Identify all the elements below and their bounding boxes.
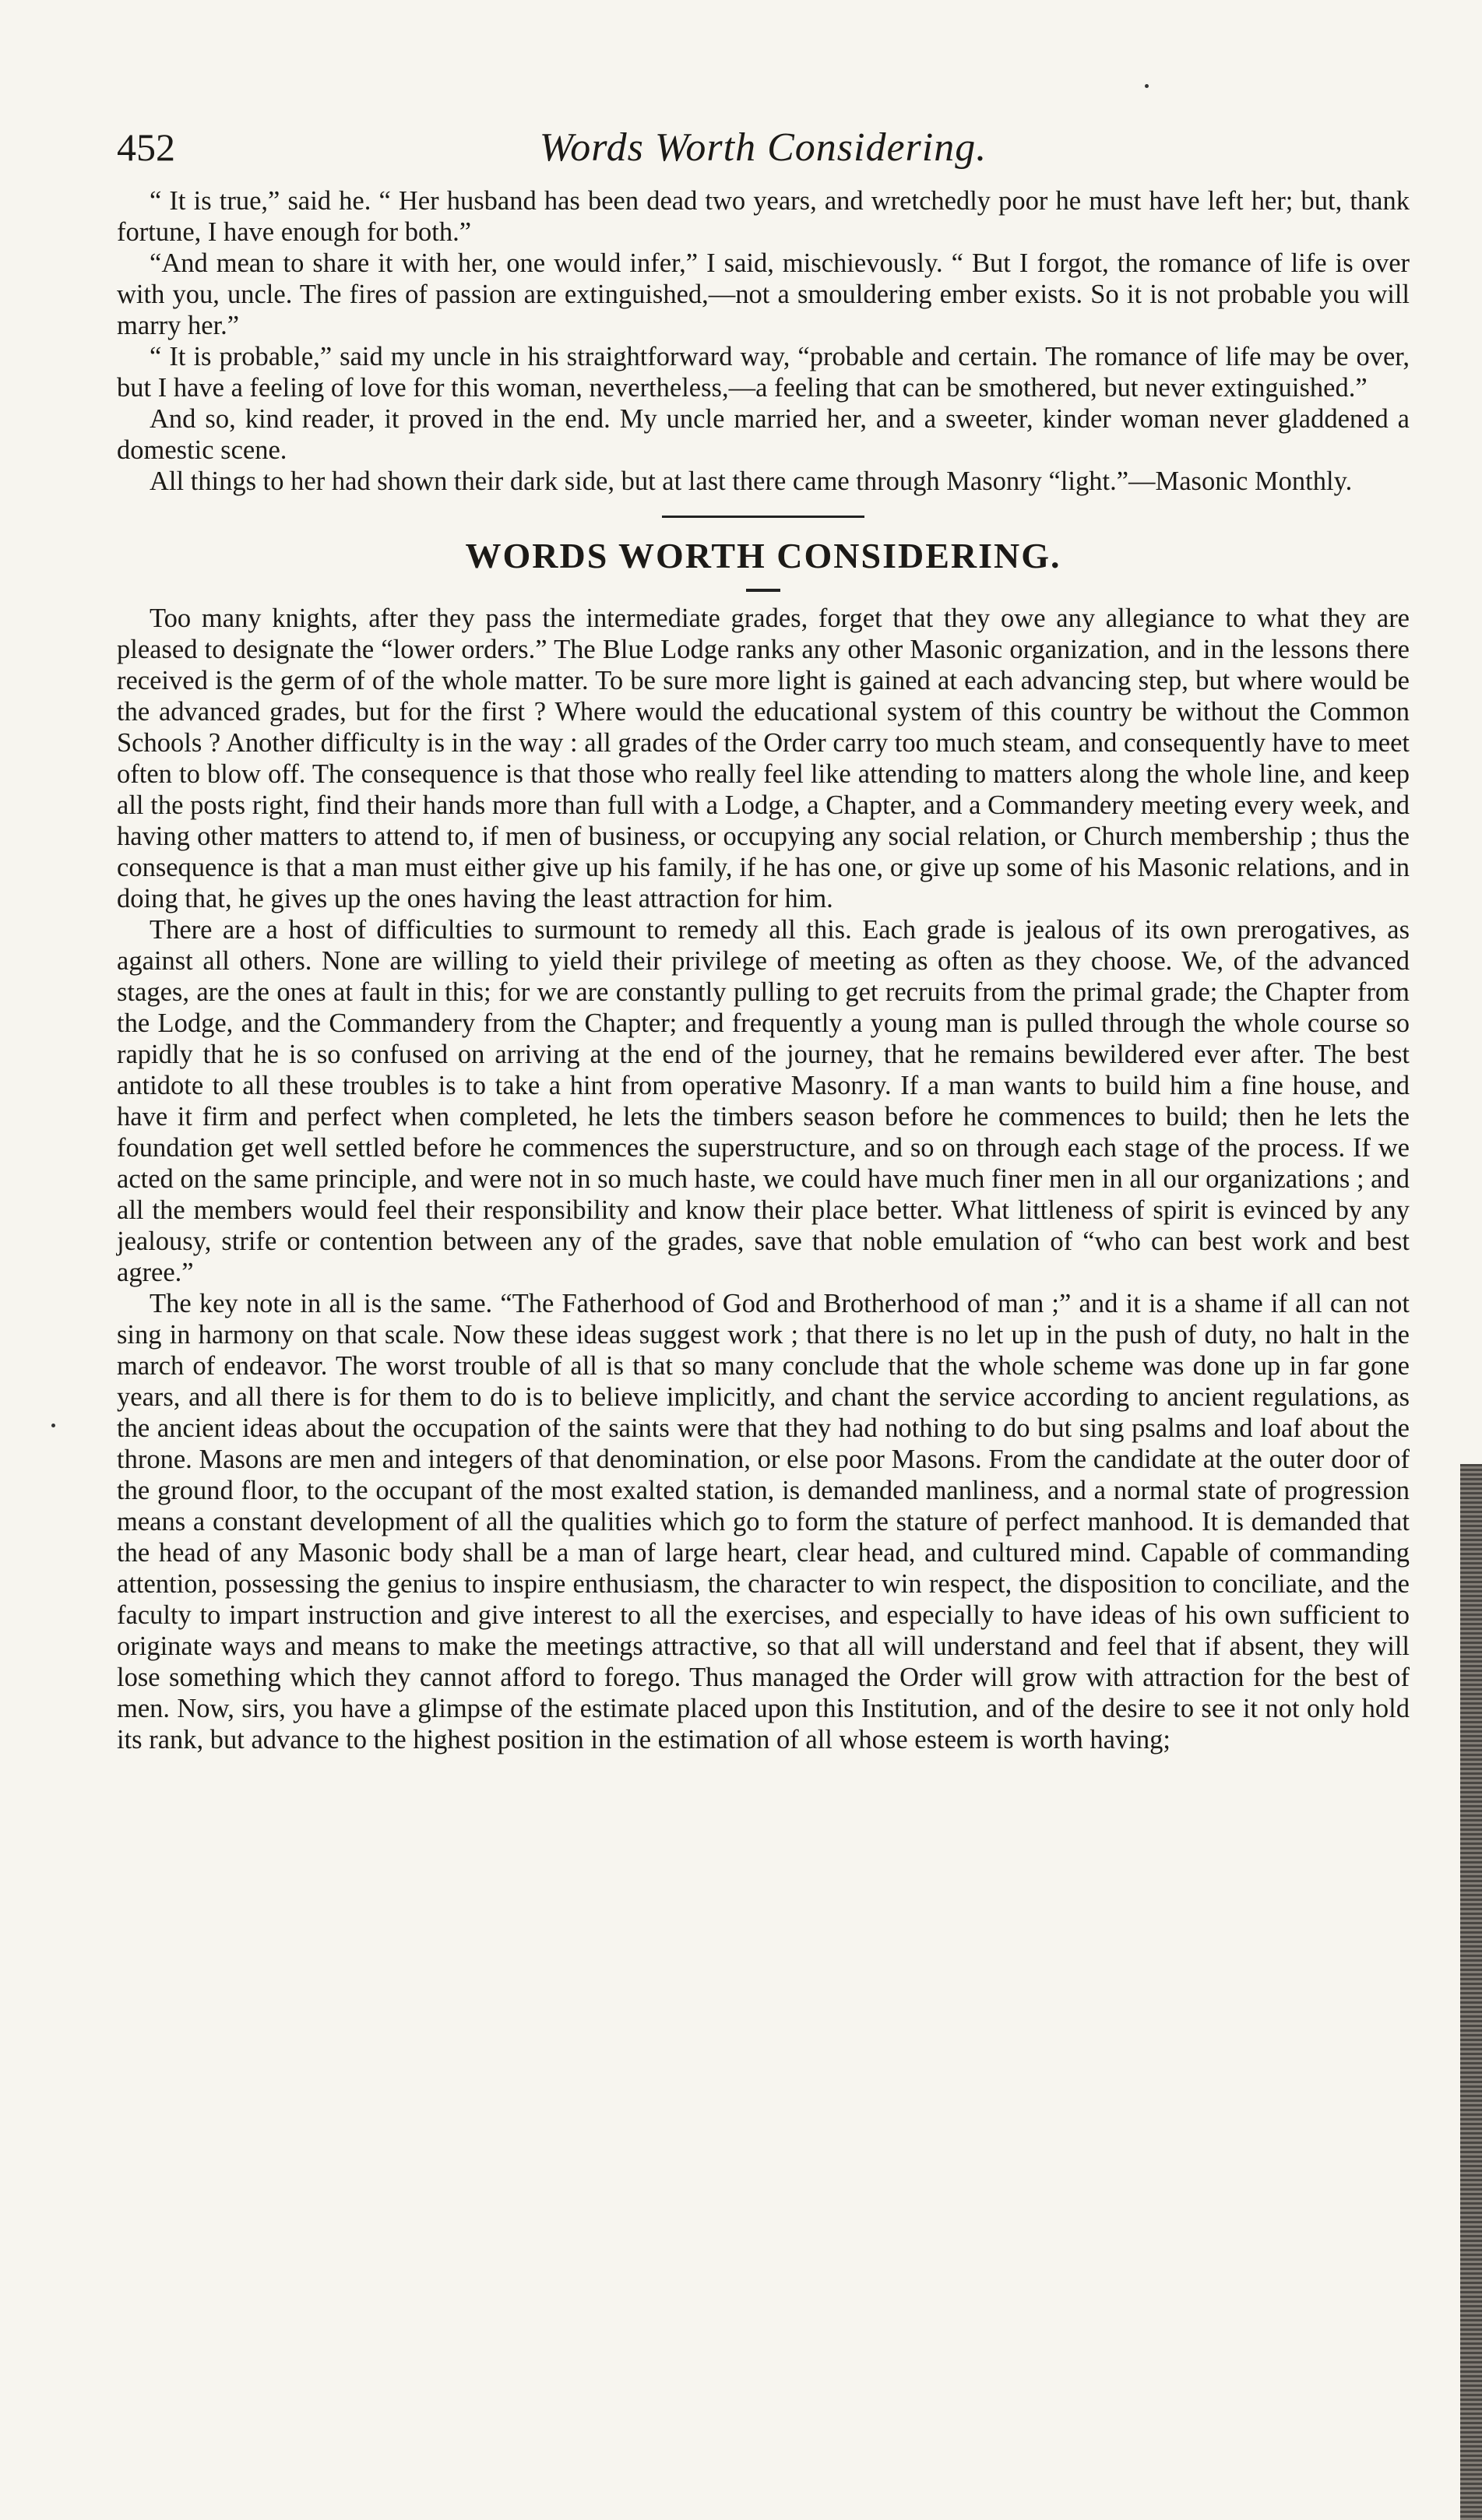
story-paragraph: And so, kind reader, it proved in the end. My uncle married her, and a sweeter, kinder woman never gladdened a domestic scene. — [117, 404, 1410, 465]
book-page — [117, 125, 1410, 1755]
page-number: 452 — [117, 125, 175, 169]
story-paragraph: All things to her had shown their dark side, but at last there came through Masonry “light.”—Masonic Monthly. — [150, 466, 1353, 496]
running-title: Words Worth Considering. — [539, 125, 987, 170]
article-paragraph: Too many knights, after they pass the intermediate grades, forget that they owe any allegiance to what they are pleased to designate the “lower orders.” The Blue Lodge ranks any other Masonic organization, and in the lessons there received is the germ of of the whole matter. To be sure more light is gained at each advancing step, but where would be the advanced grades, but for the first ? Where would the educational system of this country be without the Common Schools ? Another difficulty is in the way : all grades of the Order carry too much steam, and consequently have to meet often to blow off. The consequence is that those who really feel like attending to matters along the whole line, and keep all the posts right, find their hands more than full with a Lodge, a Chapter, and a Commandery meeting every week, and having other matters to attend to, if men of business, or occupying any social relation, or Church membership ; thus the consequence is that a man must either give up his family, if he has one, or give up some of his Masonic relations, and in doing that, he gives up the ones having the least attraction for him. — [117, 604, 1410, 913]
page-edge-binding — [1460, 1464, 1482, 2520]
article-body — [117, 603, 1410, 1755]
article-paragraph: There are a host of difficulties to surmount to remedy all this. Each grade is jealous of its own prerogatives, as against all others. None are willing to yield their privilege of meeting as often as they choose. We, of the advanced stages, are the ones at fault in this; for we are constantly pulling to get recruits from the primal grade; the Chapter from the Lodge, and the Commandery from the Chapter; and frequently a young man is pulled through the whole course so rapidly that he is so confused on arriving at the end of the journey, that he remains bewildered ever after. The best antidote to all these troubles is to take a hint from operative Masonry. If a man wants to build him a fine house, and have it firm and perfect when completed, he lets the timbers season before he commences to build; then he lets the foundation get well settled before he commences the superstructure, and so on through each stage of the process. If we acted on the same principle, and were not in so much haste, we could have much finer men in all our organizations ; and all the members would feel their responsibility and know their place better. What littleness of spirit is evinced by any jealousy, strife or contention between any of the grades, save that noble emulation of “who can best work and best agree.” — [117, 915, 1410, 1287]
article-paragraph: The key note in all is the same. “The Fatherhood of God and Brotherhood of man ;” and it is a shame if all can not sing in harmony on that scale. Now these ideas suggest work ; that there is no let up in the push of duty, no halt in the march of endeavor. The worst trouble of all is that so many conclude that the whole scheme was done up in far gone years, and all there is for them to do is to believe implicitly, and chant the service according to ancient regulations, as the ancient ideas about the occupation of the saints were that they had nothing to do but sing psalms and loaf about the throne. Masons are men and integers of that denomination, or else poor Masons. From the candidate at the outer door of the ground floor, to the occupant of the most exalted station, is demanded manliness, and a normal state of progression means a constant development of all the qualities which go to form the stature of perfect manhood. It is demanded that the head of any Masonic body shall be a man of large heart, clear head, and cultured mind. Capable of commanding attention, possessing the genius to inspire enthusiasm, the character to win respect, the disposition to conciliate, and the faculty to impart instruction and give interest to all the exercises, and especially to have ideas of his own sufficient to originate ways and means to make the meetings attractive, so that all will understand and feel that if absent, they will lose something which they cannot afford to forego. Thus managed the Order will grow with attraction for the best of men. Now, sirs, you have a glimpse of the estimate placed upon this Institution, and of the desire to see it not only hold its rank, but advance to the highest position in the estimation of all whose esteem is worth having; — [117, 1289, 1410, 1754]
running-head — [117, 125, 1410, 185]
article-title: WORDS WORTH CONSIDERING. — [465, 536, 1061, 575]
story-paragraph: “ It is true,” said he. “ Her husband has been dead two years, and wretchedly poor he must have left her; but, thank fortune, I have enough for both.” — [117, 186, 1410, 247]
ink-speck — [51, 1424, 55, 1427]
story-paragraph: “And mean to share it with her, one would infer,” I said, mischievously. “ But I forgot, the romance of life is over with you, uncle. The fires of passion are extinguished,—not a smouldering ember exists. So it is not probable you will marry her.” — [117, 248, 1410, 340]
previous-story-ending — [117, 185, 1410, 497]
ink-speck — [1145, 84, 1149, 88]
section-divider — [662, 516, 864, 518]
story-paragraph: “ It is probable,” said my uncle in his straightforward way, “probable and certain. The romance of life may be over, but I have a feeling of love for this woman, nevertheless,—a feeling that can be smothered, but never extinguished.” — [117, 342, 1410, 403]
title-underline — [746, 589, 780, 592]
